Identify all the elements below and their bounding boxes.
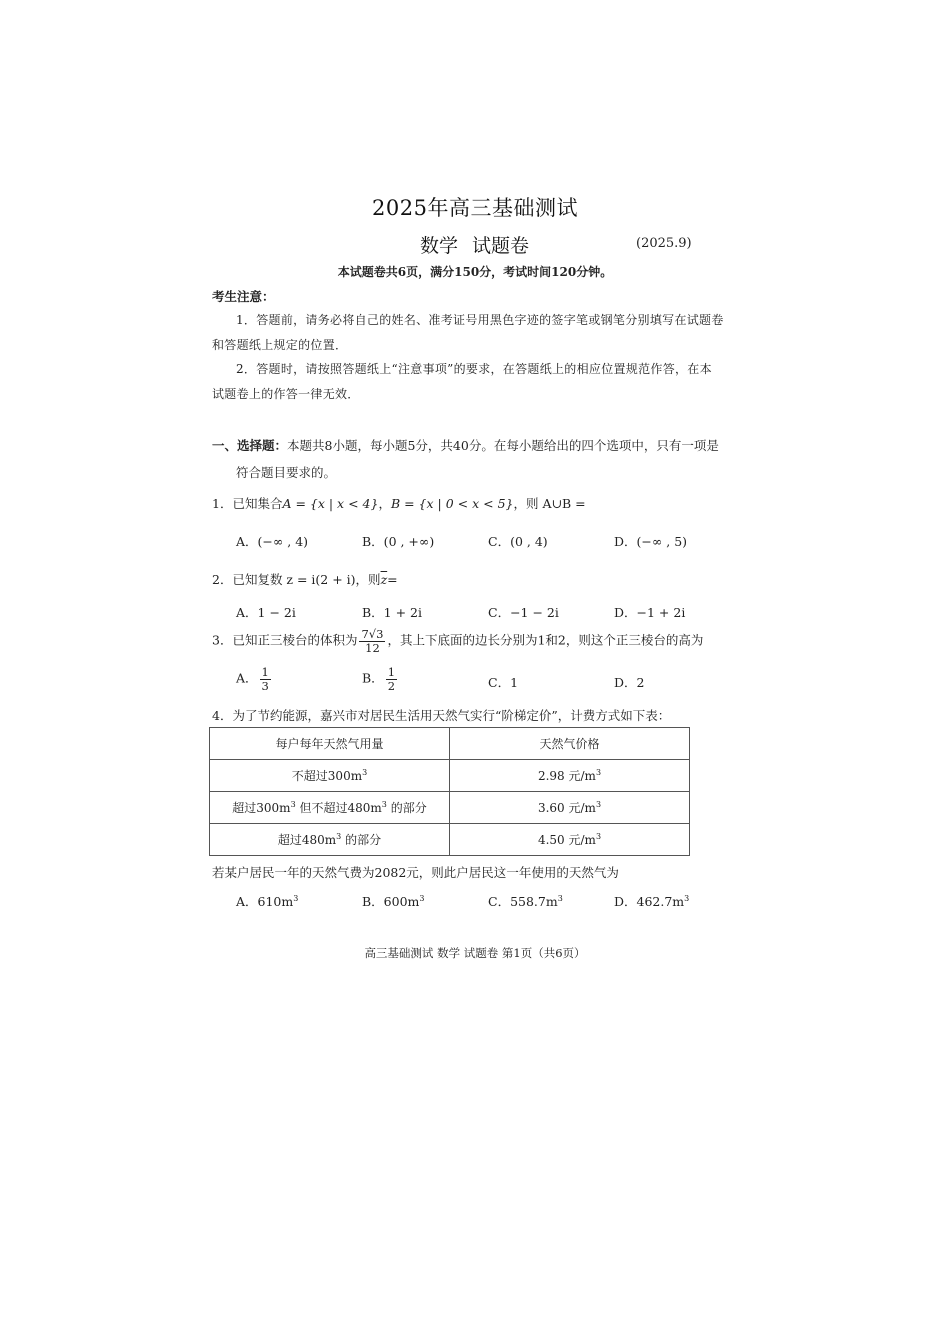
q3-option-a-fraction: [260, 666, 271, 692]
q3-option-a[interactable]: [236, 666, 273, 692]
q4-option-b[interactable]: B．$600m^3$: [362, 893, 425, 909]
table-header-price: 天然气价格: [450, 728, 690, 760]
q2-option-d[interactable]: D．−1 + 2i: [614, 605, 686, 620]
q3-option-a-label: A．: [236, 670, 258, 686]
paper-subtitle: [420, 231, 529, 258]
notice-item-2-line-2: 试题卷上的作答一律无效．: [212, 387, 360, 401]
section-1-title: 一、选择题：: [212, 438, 288, 453]
subject-label: 数学: [420, 235, 459, 257]
q3-option-b-denominator: 2: [387, 678, 396, 693]
table-cell-price: 3.60 元$/m^3$: [450, 792, 690, 824]
q3-option-b-label: B．: [362, 670, 384, 686]
table-cell-usage: 超过$300m^3$ 但不超过$480m^3$ 的部分: [210, 792, 450, 824]
q1-option-d[interactable]: D．(−∞ , 5): [614, 534, 688, 549]
exam-date: (2025.9): [636, 236, 692, 251]
q2-option-c[interactable]: C．−1 − 2i: [488, 605, 559, 620]
notice-item-2-line-1: 2．答题时，请按照答题纸上“注意事项”的要求，在答题纸上的相应位置规范作答，在本: [236, 362, 712, 376]
q3-option-c[interactable]: C．1: [488, 675, 519, 690]
table-cell-price: 2.98 元$/m^3$: [450, 760, 690, 792]
q4-option-a[interactable]: A．$610m^3$: [236, 893, 299, 909]
gas-price-table: [209, 727, 690, 856]
q1-option-c[interactable]: C．(0 , 4): [488, 534, 548, 549]
table-header-row: [210, 728, 690, 760]
q3-option-a-numerator: 1: [261, 665, 269, 679]
question-1-stem: [212, 494, 586, 512]
q3-volume-numerator: 7√3: [361, 627, 384, 641]
exam-info: 本试题卷共6页，满分150分，考试时间120分钟。: [337, 265, 613, 279]
q3-option-a-denominator: 3: [261, 678, 269, 693]
q4-option-c[interactable]: C．$558.7m^3$: [488, 893, 563, 909]
q2-suffix: =: [387, 572, 398, 587]
q3-option-d[interactable]: D．2: [614, 675, 645, 690]
page-footer: 高三基础测试 数学 试题卷 第1页（共6页）: [364, 946, 586, 960]
section-1-desc-line-2: 符合题目要求的。: [236, 465, 337, 480]
table-cell-usage: 不超过$300m^3$: [210, 760, 450, 792]
q3-option-b-fraction: [386, 666, 397, 692]
q2-option-b[interactable]: B．1 + 2i: [362, 605, 423, 620]
question-3-stem: [212, 628, 703, 654]
q1-separator: ，: [378, 496, 391, 511]
q3-option-b-numerator: 1: [387, 665, 396, 679]
question-4-followup: 若某户居民一年的天然气费为2082元，则此户居民这一年使用的天然气为: [212, 865, 619, 880]
q1-set-a: A = {x | x < 4}: [282, 496, 379, 511]
table-header-usage: 每户每年天然气用量: [210, 728, 450, 760]
q2-option-a[interactable]: A．1 − 2i: [236, 605, 296, 620]
q2-conjugate-z: $\overline{z}$: [380, 572, 388, 587]
notice-item-1-line-2: 和答题纸上规定的位置．: [212, 338, 348, 352]
notice-heading: 考生注意：: [212, 289, 275, 304]
paper-label: 试题卷: [472, 235, 530, 257]
table-row: [210, 824, 690, 856]
q4-option-d[interactable]: D．$462.7m^3$: [614, 893, 690, 909]
question-2-stem: [212, 570, 398, 588]
q1-option-a[interactable]: A．(−∞ , 4): [236, 534, 309, 549]
table-row: [210, 760, 690, 792]
q2-prefix: 2．已知复数 z = i(2 + i)，则: [212, 572, 381, 587]
table-cell-usage: 超过$480m^3$ 的部分: [210, 824, 450, 856]
page-title: 2025年高三基础测试: [372, 196, 578, 220]
table-cell-price: 4.50 元$/m^3$: [450, 824, 690, 856]
q1-prefix: 1．已知集合: [212, 496, 283, 511]
section-1-heading: [212, 436, 719, 454]
q3-volume-denominator: 12: [365, 640, 380, 655]
q3-suffix: ，其上下底面的边长分别为1和2，则这个正三棱台的高为: [387, 632, 704, 648]
q3-prefix: 3．已知正三棱台的体积为: [212, 632, 358, 648]
q3-volume-fraction: [359, 628, 385, 654]
q1-set-b: B = {x | 0 < x < 5}: [390, 496, 514, 511]
q1-suffix: ，则 A∪B =: [513, 496, 586, 511]
q1-option-b[interactable]: B．(0 , +∞): [362, 534, 435, 549]
notice-item-1-line-1: 1．答题前，请务必将自己的姓名、准考证号用黑色字迹的签字笔或钢笔分别填写在试题卷: [236, 313, 724, 327]
question-4-stem: 4．为了节约能源，嘉兴市对居民生活用天然气实行“阶梯定价”，计费方式如下表：: [212, 708, 671, 723]
table-row: [210, 792, 690, 824]
q3-option-b[interactable]: [362, 666, 399, 692]
section-1-desc-line-1: 本题共8小题，每小题5分，共40分。在每小题给出的四个选项中，只有一项是: [287, 438, 719, 453]
